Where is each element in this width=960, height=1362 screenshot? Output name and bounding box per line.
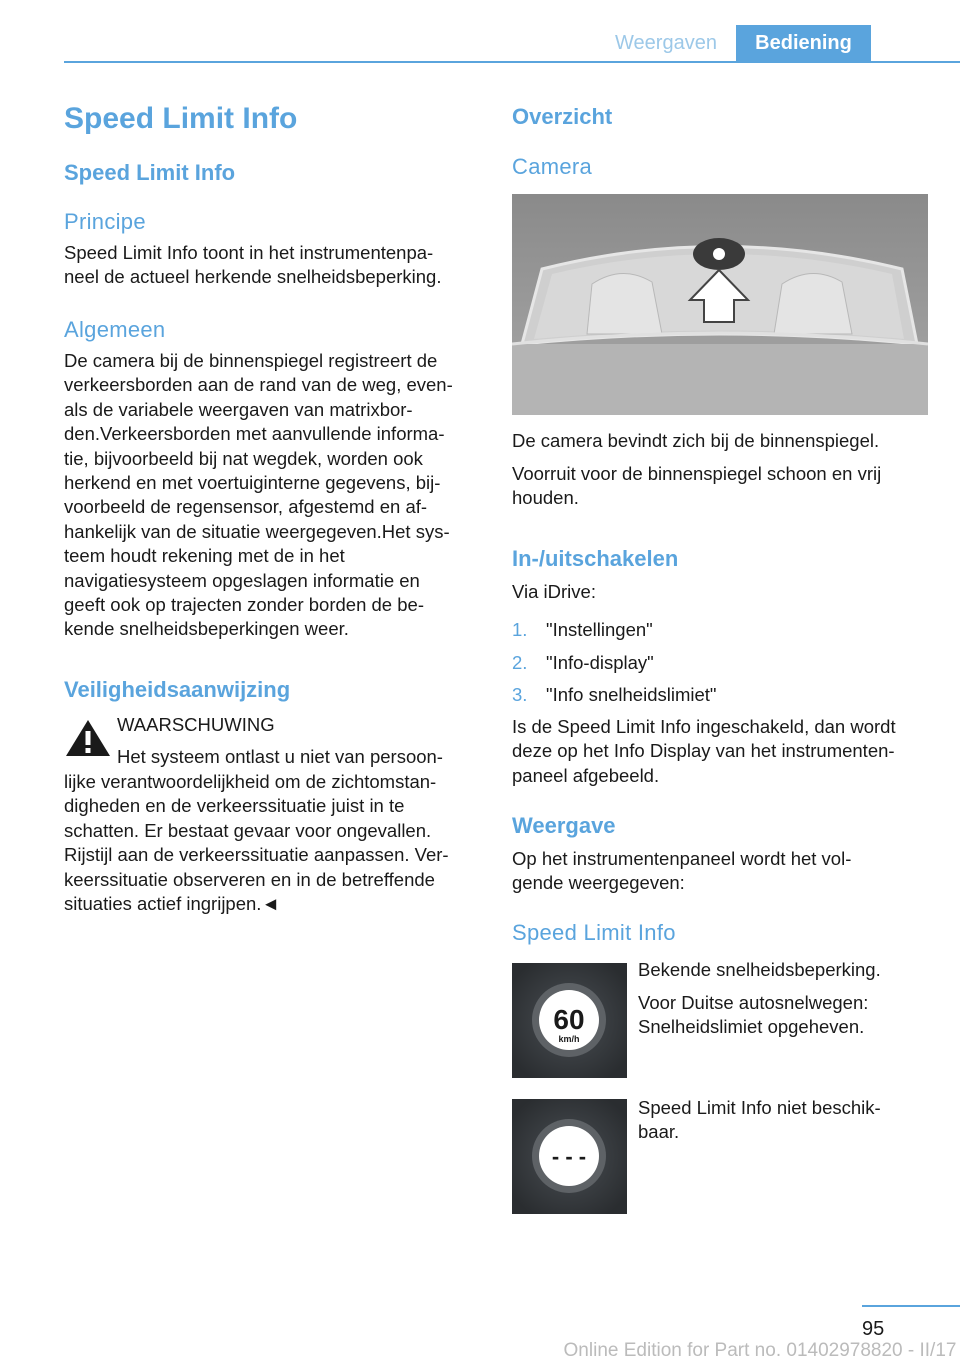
text-line: geeft ook op trajecten zonder borden de be‐ bbox=[64, 594, 424, 616]
text-line: kende snelheidsbeperkingen weer. bbox=[64, 618, 349, 640]
page-number: 95 bbox=[862, 1318, 885, 1340]
section-title: Speed Limit Info bbox=[64, 160, 236, 185]
text-line: deze op het Info Display van het instrumenten‐ bbox=[512, 740, 895, 762]
header-tab-bediening[interactable]: Bediening bbox=[736, 25, 871, 61]
speed-limit-unavailable-display bbox=[512, 1099, 627, 1214]
text-line: Voor Duitse autosnelwegen: bbox=[638, 992, 869, 1013]
camera-caption bbox=[512, 429, 942, 453]
via-idrive bbox=[512, 580, 596, 604]
text-line: lijke verantwoordelijkheid om de zichtomstan‐ bbox=[64, 771, 437, 792]
footer-edition: Online Edition for Part no. 01402978820 - II/17 bbox=[563, 1340, 957, 1361]
text-line: De camera bij de binnenspiegel registreert de bbox=[64, 350, 438, 371]
text-line: teem houdt rekening met de in het bbox=[64, 545, 345, 567]
list-item-number: 1. bbox=[512, 619, 528, 640]
algemeen-paragraph bbox=[64, 349, 484, 642]
list-item bbox=[512, 619, 932, 652]
page-title: Speed Limit Info bbox=[64, 102, 298, 135]
warning-label: WAARSCHUWING bbox=[117, 714, 275, 735]
text-line: Bekende snelheidsbeperking. bbox=[638, 959, 881, 980]
clean-paragraph bbox=[512, 462, 942, 511]
text-line: Is de Speed Limit Info ingeschakeld, dan wordt bbox=[512, 716, 896, 737]
text-line: De camera bevindt zich bij de binnenspiegel. bbox=[512, 430, 880, 451]
text-line: navigatiesysteem opgeslagen informatie en bbox=[64, 569, 420, 591]
text-line: herkend en met voertuiginterne gegevens, bij‐ bbox=[64, 472, 441, 494]
unavailable-text bbox=[638, 1096, 938, 1145]
list-item bbox=[512, 652, 932, 684]
text-line: Speed Limit Info niet beschik‐ bbox=[638, 1097, 881, 1118]
text-line: Rijstijl aan de verkeerssituatie aanpassen. Ver‐ bbox=[64, 844, 449, 866]
sign-speed-value: 60 bbox=[553, 1004, 585, 1035]
list-item-number: 3. bbox=[512, 684, 528, 705]
text-line: neel de actueel herkende snelheidsbeperking. bbox=[64, 266, 442, 288]
weergave-heading: Weergave bbox=[512, 813, 616, 838]
veiligheid-heading: Veiligheidsaanwijzing bbox=[64, 677, 291, 702]
text-line: Via iDrive: bbox=[512, 581, 596, 602]
steps-list bbox=[512, 619, 932, 716]
text-line: Snelheidslimiet opgeheven. bbox=[638, 1016, 865, 1038]
text-line: Het systeem ontlast u niet van persoon‐ bbox=[117, 746, 443, 767]
text-line: Op het instrumentenpaneel wordt het vol‐ bbox=[512, 848, 852, 869]
text-line: schatten. Er bestaat gevaar voor ongevallen. bbox=[64, 819, 432, 841]
text-line: verkeersborden aan de rand van de weg, even‐ bbox=[64, 374, 453, 396]
weergave-paragraph bbox=[512, 847, 942, 896]
autobahn-text bbox=[638, 991, 938, 1040]
text-line: Speed Limit Info toont in het instrumentenpa‐ bbox=[64, 242, 434, 263]
footer-rule bbox=[862, 1305, 960, 1307]
list-item-text: "Instellingen" bbox=[546, 619, 653, 640]
text-line: voorbeeld de regensensor, afgestemd en af‐ bbox=[64, 496, 428, 518]
text-line: digheden en de verkeerssituatie juist in te bbox=[64, 795, 405, 817]
camera-location-illustration bbox=[512, 194, 928, 415]
text-line: hankelijk van de situatie weergegeven.Het sys‐ bbox=[64, 520, 450, 542]
known-limit-text bbox=[638, 958, 938, 982]
text-line: paneel afgebeeld. bbox=[512, 764, 660, 786]
sli-heading: Speed Limit Info bbox=[512, 920, 676, 945]
text-line: houden. bbox=[512, 487, 579, 509]
text-line: als de variabele weergaven van matrixbor‐ bbox=[64, 398, 413, 420]
header-tab-weergaven[interactable]: Weergaven bbox=[615, 32, 717, 54]
camera-heading: Camera bbox=[512, 154, 593, 179]
algemeen-heading: Algemeen bbox=[64, 317, 166, 342]
text-line: Voorruit voor de binnenspiegel schoon en vrij bbox=[512, 463, 882, 484]
text-line: gende weergegeven: bbox=[512, 872, 685, 894]
sign-dashes: - - - bbox=[551, 1144, 587, 1169]
text-line: baar. bbox=[638, 1121, 680, 1143]
overzicht-heading: Overzicht bbox=[512, 104, 613, 129]
text-line: den.Verkeersborden met aanvullende informa‐ bbox=[64, 423, 445, 445]
principe-paragraph bbox=[64, 241, 484, 290]
text-line: keerssituatie observeren en in de betreffende bbox=[64, 868, 435, 890]
text-line: situaties actief ingrijpen.◄ bbox=[64, 893, 280, 915]
list-item bbox=[512, 684, 932, 716]
list-item-text: "Info-display" bbox=[546, 652, 654, 673]
header-rule bbox=[64, 61, 960, 63]
principe-heading: Principe bbox=[64, 209, 146, 234]
sign-speed-unit: km/h bbox=[558, 1034, 580, 1044]
after-paragraph bbox=[512, 715, 952, 788]
text-line: tie, bijvoorbeeld bij nat wegdek, worden ook bbox=[64, 447, 423, 469]
inuit-heading: In-/uitschakelen bbox=[512, 546, 679, 571]
list-item-text: "Info snelheidslimiet" bbox=[546, 684, 717, 705]
list-item-number: 2. bbox=[512, 652, 528, 673]
warning-paragraph bbox=[64, 770, 494, 916]
speed-limit-60-display bbox=[512, 963, 627, 1078]
warning-first-line bbox=[117, 745, 487, 769]
warning-triangle-icon bbox=[64, 718, 112, 758]
